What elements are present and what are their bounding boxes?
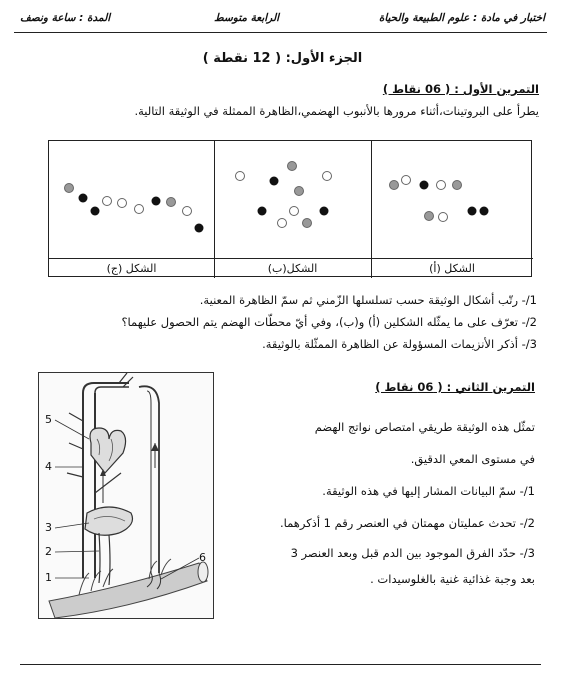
duration-label: المدة : ساعة ونصف [20, 12, 111, 24]
exercise1-question-3: 3/- أذكر الأنزيمات المسؤولة عن الظاهرة الممثّلة بالوثيقة. [262, 337, 537, 351]
figure-c-caption: الشكل (ج) [49, 258, 214, 278]
diagram-label-1: 1 [45, 571, 52, 584]
figure-b-cell [214, 141, 371, 278]
exercise2-question-1: 1/- سمّ البيانات المشار إليها في هذه الوثيقة. [322, 484, 535, 498]
exercise2-line-2: في مستوى المعي الدقيق. [410, 452, 535, 466]
level-label: الرابعة متوسط [214, 12, 280, 24]
diagram-label-3: 3 [45, 521, 52, 534]
diagram-label-6: 6 [199, 551, 206, 564]
exam-title: اختبار في مادة : علوم الطبيعة والحياة [378, 12, 545, 24]
header-divider [14, 32, 547, 33]
figure-b-caption: الشكل(ب) [214, 258, 371, 278]
exercise1-intro: يطرأ على البروتينات،أثناء مرورها بالأنبوب الهضمي،الظاهرة الممثلة في الوثيقة التالية. [134, 104, 539, 118]
figure-c-cell [49, 141, 214, 278]
diagram-label-5: 5 [45, 413, 52, 426]
diagram-label-4: 4 [45, 460, 52, 473]
diagram-label-2: 2 [45, 545, 52, 558]
exercise2-heading: التمرين الثاني : ( 06 نقاط ) [375, 380, 535, 394]
figure-c-drawing [49, 141, 214, 259]
footer-divider [20, 664, 541, 665]
exercise2-question-3: 3/- حدّد الفرق الموجود بين الدم قبل وبعد العنصر 3 [290, 546, 535, 560]
exercise1-heading: التمرين الأول : ( 06 نقاط ) [382, 82, 539, 96]
exercise1-question-1: 1/- رتّب أشكال الوثيقة حسب تسلسلها الزّمني ثم سمّ الظاهرة المعنية. [199, 293, 537, 307]
part-title: الجزء الأول: ( 12 نقطة ) [202, 51, 363, 66]
figure-b-drawing [214, 141, 371, 259]
absorption-diagram [38, 372, 214, 619]
exercise1-question-2: 2/- تعرّف على ما يمثّله الشكلين (أ) و(ب)، وفي أيّ محطّات الهضم يتم الحصول عليهما؟ [121, 315, 537, 329]
exercise2-question-3-cont: بعد وجبة غذائية غنية بالغلوسيدات . [370, 572, 535, 586]
exercise2-question-2: 2/- تحدث عمليتان مهمتان في العنصر رقم 1 أذكرهما. [280, 516, 535, 530]
exercise2-line-1: تمثّل هذه الوثيقة طريقي امتصاص نواتج الهضم [314, 420, 535, 434]
figure-a-drawing [371, 141, 533, 259]
diagram-leader-lines [39, 373, 213, 618]
figure-a-caption: الشكل (أ) [371, 258, 533, 278]
figure-table [48, 140, 532, 277]
figure-a-cell [371, 141, 533, 278]
